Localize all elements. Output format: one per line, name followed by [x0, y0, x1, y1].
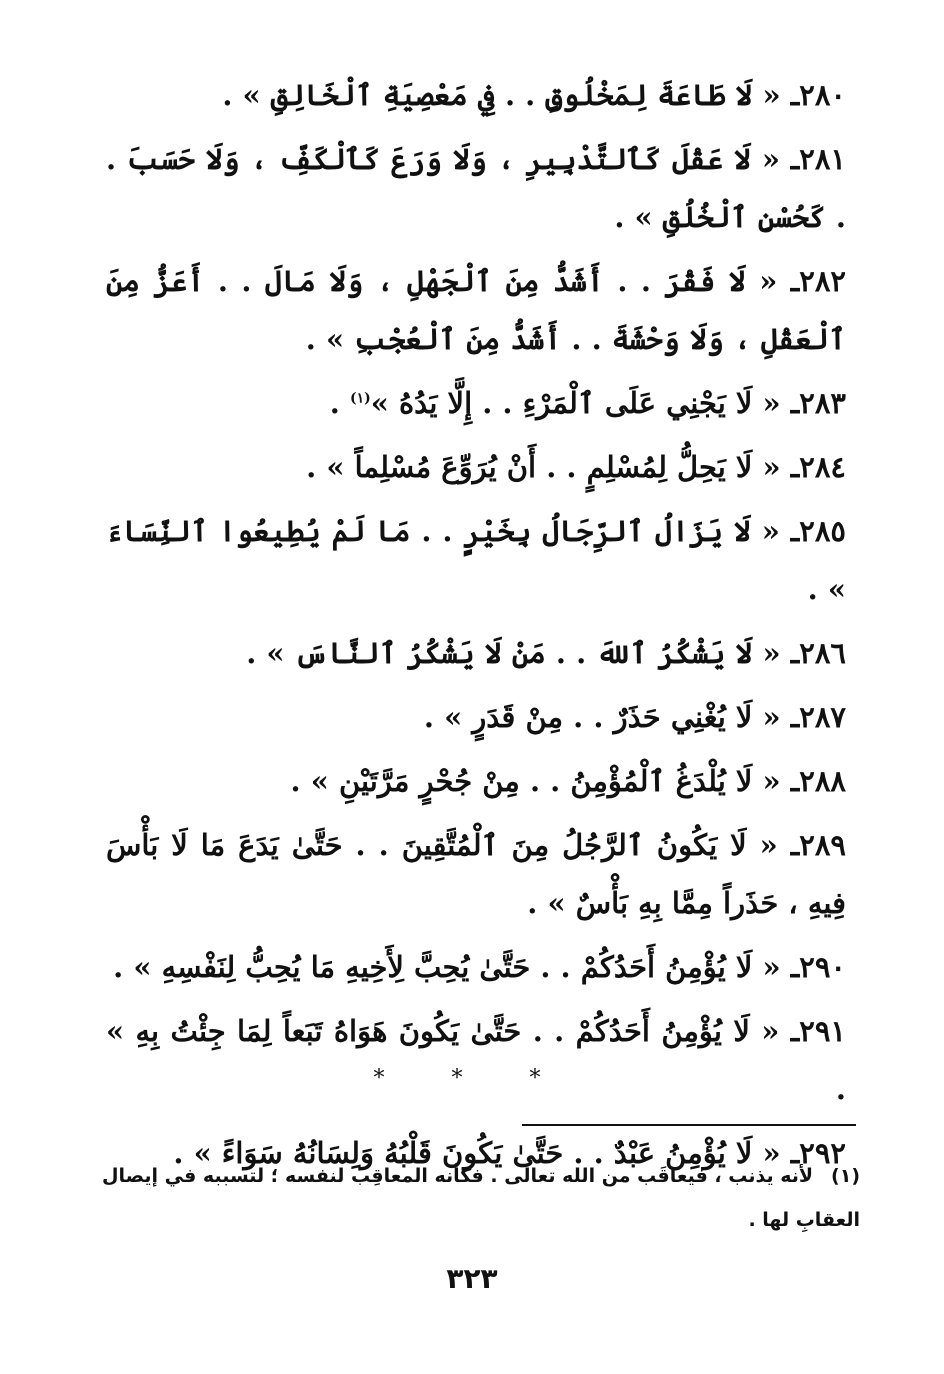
entry-text: « لَا يَكُونُ ٱلرَّجُلُ مِنَ ٱلْمُتَّقِينَ . . حَتَّىٰ يَدَعَ مَا لَا بَأْسَ فِيهِ ، حَذَراً مِمَّا بِهِ بَأْسٌ » . — [106, 828, 846, 920]
entry-number: ٢٨٣ـ — [790, 386, 846, 420]
hadith-entry-285 — [106, 502, 846, 618]
entry-text: « لَا يُغْنِي حَذَرٌ . . مِنْ قَدَرٍ » . — [423, 700, 791, 734]
page-number: ٣٢٣ — [446, 1262, 498, 1295]
entry-text: « لَا طَاعَةَ لِمَخْلُوقٍ . . فِي مَعْصِيَةِ ٱلْخَالِقِ » . — [222, 78, 791, 112]
entry-number: ٢٨٨ـ — [790, 764, 846, 798]
entry-number: ٢٩٢ـ — [790, 1136, 846, 1170]
hadith-entry-286 — [106, 624, 846, 682]
hadith-entry-288 — [106, 752, 846, 810]
entry-text: « لَا يَزَالُ ٱلرِّجَالُ بِخَيْرٍ . . مَا لَمْ يُطِيعُوا ٱلنِّسَاءَ » . — [106, 514, 846, 606]
hadith-entry-290 — [106, 938, 846, 996]
hadith-entry-284 — [106, 438, 846, 496]
section-separator: * * * — [373, 1066, 571, 1091]
entry-text: « لَا يُؤْمِنُ أَحَدُكُمْ . . حَتَّىٰ يُحِبَّ لِأَخِيهِ مَا يُحِبُّ لِنَفْسِهِ » . — [113, 950, 791, 984]
entry-number: ٢٩١ـ — [790, 1014, 846, 1048]
hadith-entry-287 — [106, 688, 846, 746]
hadith-entry-281 — [106, 130, 846, 246]
entry-text: « لَا يُؤْمِنُ أَحَدُكُمْ . . حَتَّىٰ يَكُونَ هَوَاهُ تَبَعاً لِمَا جِئْتُ بِهِ » . — [106, 1014, 846, 1106]
entry-number: ٢٨٧ـ — [790, 700, 846, 734]
entry-text: « لَا يُؤْمِنُ عَبْدٌ . . حَتَّىٰ يَكُونَ قَلْبُهُ وَلِسَانُهُ سَوَاءً » . — [173, 1136, 791, 1170]
footnote-marker: (١) — [831, 1165, 860, 1187]
entry-number: ٢٨٢ـ — [790, 264, 846, 298]
entry-number: ٢٨٦ـ — [790, 636, 846, 670]
footnote — [100, 1154, 860, 1242]
entry-text-after: . — [329, 386, 350, 420]
hadith-list — [106, 66, 846, 1188]
footnote-text: لأنه يذنب ، فيعاقَب من الله تعالى . فكأنه المعاقِب لنفسه ؛ لتسببه في إيصال العقابِ لها . — [102, 1165, 860, 1231]
entry-text: « لَا عَقْلَ كَٱلتَّدْبِيرِ ، وَلَا وَرَعَ كَٱلْكَفِّ ، وَلَا حَسَبَ . . كَحُسْنِ ٱلْخُلُقِ » . — [106, 142, 846, 234]
entry-text: « لَا يَحِلُّ لِمُسْلِمٍ . . أَنْ يُرَوِّعَ مُسْلِماً » . — [306, 450, 791, 484]
hadith-entry-291 — [106, 1002, 846, 1118]
entry-number: ٢٩٠ـ — [790, 950, 846, 984]
entry-number: ٢٨٠ـ — [790, 78, 846, 112]
entry-text: « لَا فَقْرَ . . أَشَدُّ مِنَ ٱلْجَهْلِ ، وَلَا مَالَ . . أَعَزُّ مِنَ ٱلْعَقْلِ ، وَلَا وَحْشَةَ . . أَشَدُّ مِنَ ٱلْعُجْبِ » . — [106, 264, 846, 356]
hadith-entry-280 — [106, 66, 846, 124]
hadith-entry-283 — [106, 374, 846, 432]
entry-text: « لَا يُلْدَغُ ٱلْمُؤْمِنُ . . مِنْ جُحْرٍ مَرَّتَيْنِ » . — [290, 764, 791, 798]
entry-number: ٢٨٩ـ — [790, 828, 846, 862]
hadith-entry-282 — [106, 252, 846, 368]
entry-number: ٢٨٤ـ — [790, 450, 846, 484]
footnote-divider — [522, 1124, 856, 1126]
entry-number: ٢٨١ـ — [790, 142, 846, 176]
footnote-reference[interactable]: (١) — [349, 390, 371, 407]
hadith-entry-289 — [106, 816, 846, 932]
entry-text: « لَا يَشْكُرُ ٱللهَ . . مَنْ لَا يَشْكُرُ ٱلنَّاسَ » . — [246, 636, 791, 670]
entry-text: « لَا يَجْنِي عَلَى ٱلْمَرْءِ . . إِلَّا يَدُهُ » — [370, 386, 791, 420]
entry-number: ٢٨٥ـ — [790, 514, 846, 548]
